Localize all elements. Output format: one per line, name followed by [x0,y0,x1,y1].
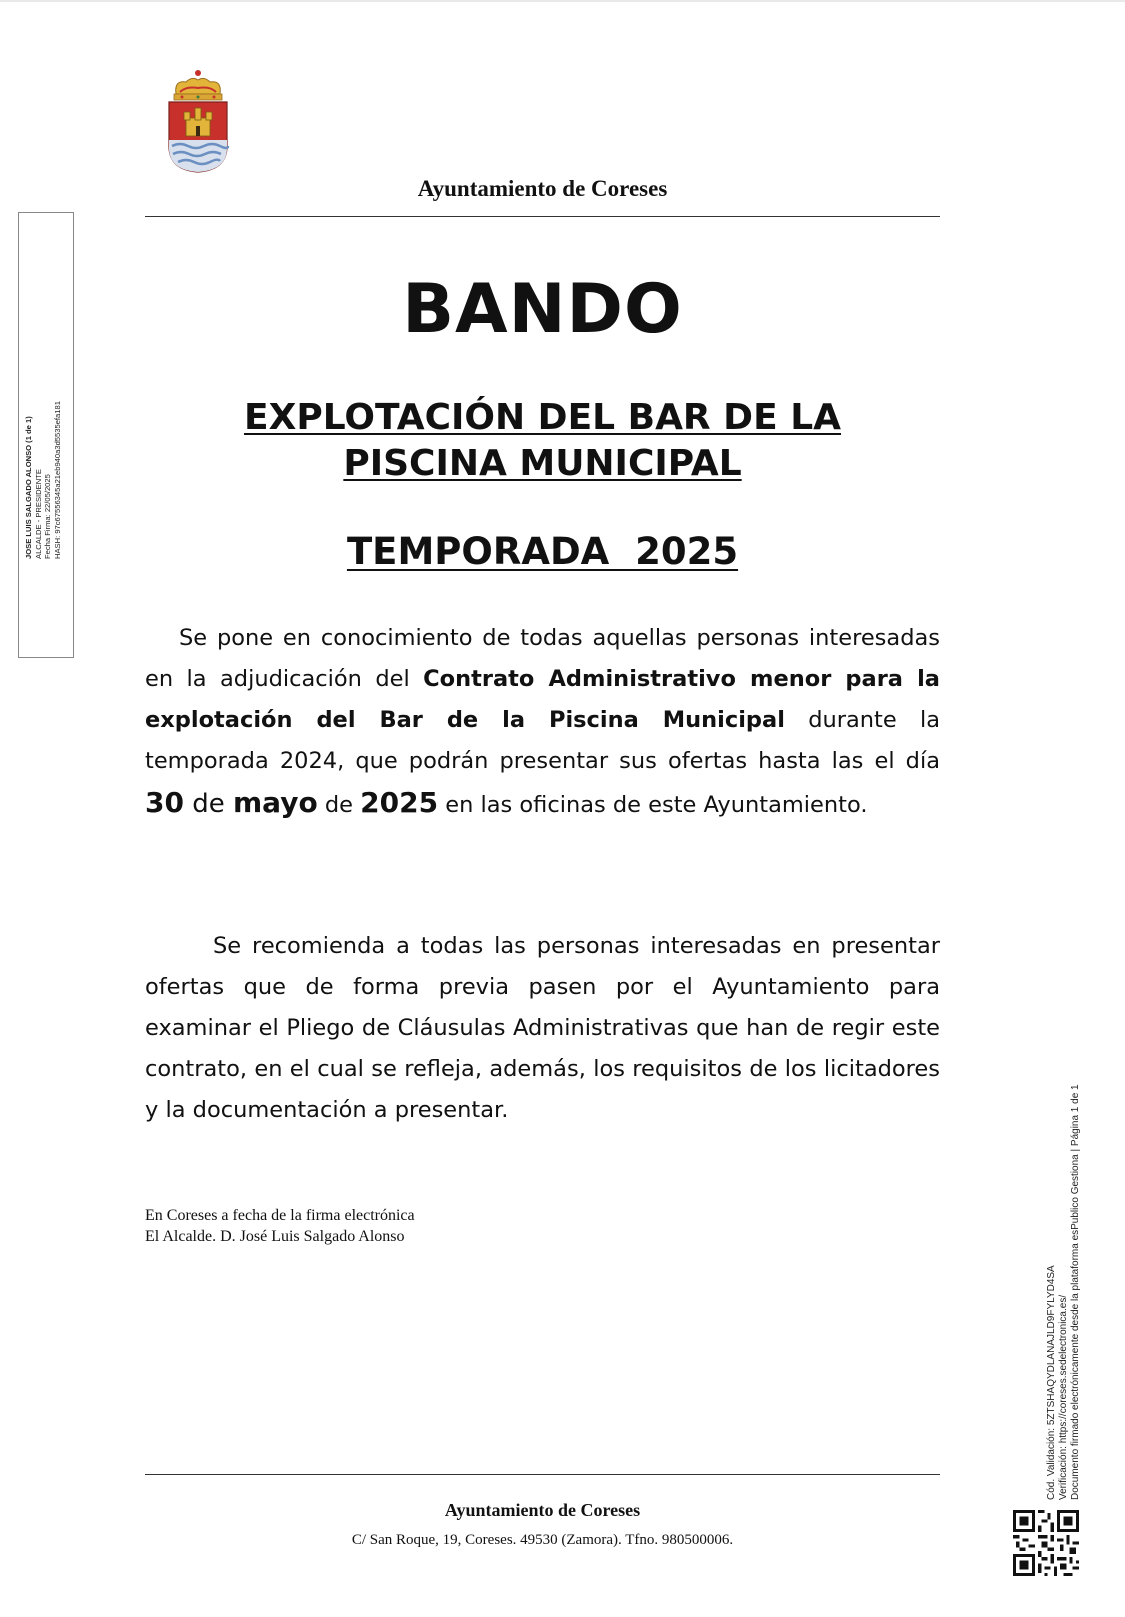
header-title: Ayuntamiento de Coreses [417,176,668,201]
subtitle-line-2: PISCINA MUNICIPAL [343,443,742,484]
signer-name: JOSE LUIS SALGADO ALONSO (1 de 1) [24,416,33,559]
top-edge [0,0,1125,2]
qr-code-icon [1013,1510,1079,1576]
signature-stamp-text [24,214,64,654]
season-text: TEMPORADA 2025 [346,530,739,573]
closing-block [145,1205,415,1247]
closing-line-2: El Alcalde. D. José Luis Salgado Alonso [145,1228,405,1245]
closing-line-1: En Coreses a fecha de la firma electrónica [145,1207,415,1224]
deadline-de-2: de [317,792,361,818]
document-subtitle [145,395,940,487]
paragraph-1 [145,618,940,826]
paragraph-2: Se recomienda a todas las personas interesadas en presentar ofertas que de forma previa pasen por el Ayuntamiento para examinar el Pliego de Cláusulas Administrativas que han de regir este contrato, en el cual se refleja, además, los requisitos de los licitadores y la documentación a presentar. [145,933,940,1123]
para1-bold-contract: Contrato Administrativo menor para la explotación del Bar de la Piscina Municipal [145,666,940,733]
validation-block [1046,980,1090,1500]
deadline-month: mayo [233,786,318,819]
header-rule [145,216,940,217]
footer-rule [145,1474,940,1475]
validation-code: Cód. Validación: 5ZTSHAQYDLANAJLD9FYLYD4SA [1046,1265,1057,1500]
footer-title: Ayuntamiento de Coreses [444,1500,641,1520]
deadline-year: 2025 [360,786,439,819]
signature-date: Fecha Firma: 22/05/2025 [43,474,53,559]
document-heading: BANDO [402,270,683,349]
deadline-de-1: de [183,789,233,819]
footer-address: C/ San Roque, 19, Coreses. 49530 (Zamora). Tfno. 980500006. [351,1532,734,1548]
para1-text-2: durante la temporada 2024, que podrán presentar sus ofertas hasta las el día [145,707,940,774]
signature-hash: HASH: 97c67556345a21eb940a3d5535efa181 [52,401,62,559]
municipal-crest-logo [166,68,230,174]
season-title [145,530,940,573]
deadline-day: 30 [145,786,184,819]
subtitle-line-1: EXPLOTACIÓN DEL BAR DE LA [243,397,841,438]
para1-text-3: en las oficinas de este Ayuntamiento. [438,792,868,818]
para1-text-1: Se pone en conocimiento de todas aquellas personas interesadas en la adjudicación del [145,625,940,692]
validation-signed-by: Documento firmado electrónicamente desde la plataforma esPublico Gestiona | Página 1 de 1 [1070,1084,1081,1500]
validation-url: Verificación: https://coreses.sedelectronica.es/ [1058,1294,1069,1500]
signer-role: ALCALDE - PRESIDENTE [33,469,43,559]
